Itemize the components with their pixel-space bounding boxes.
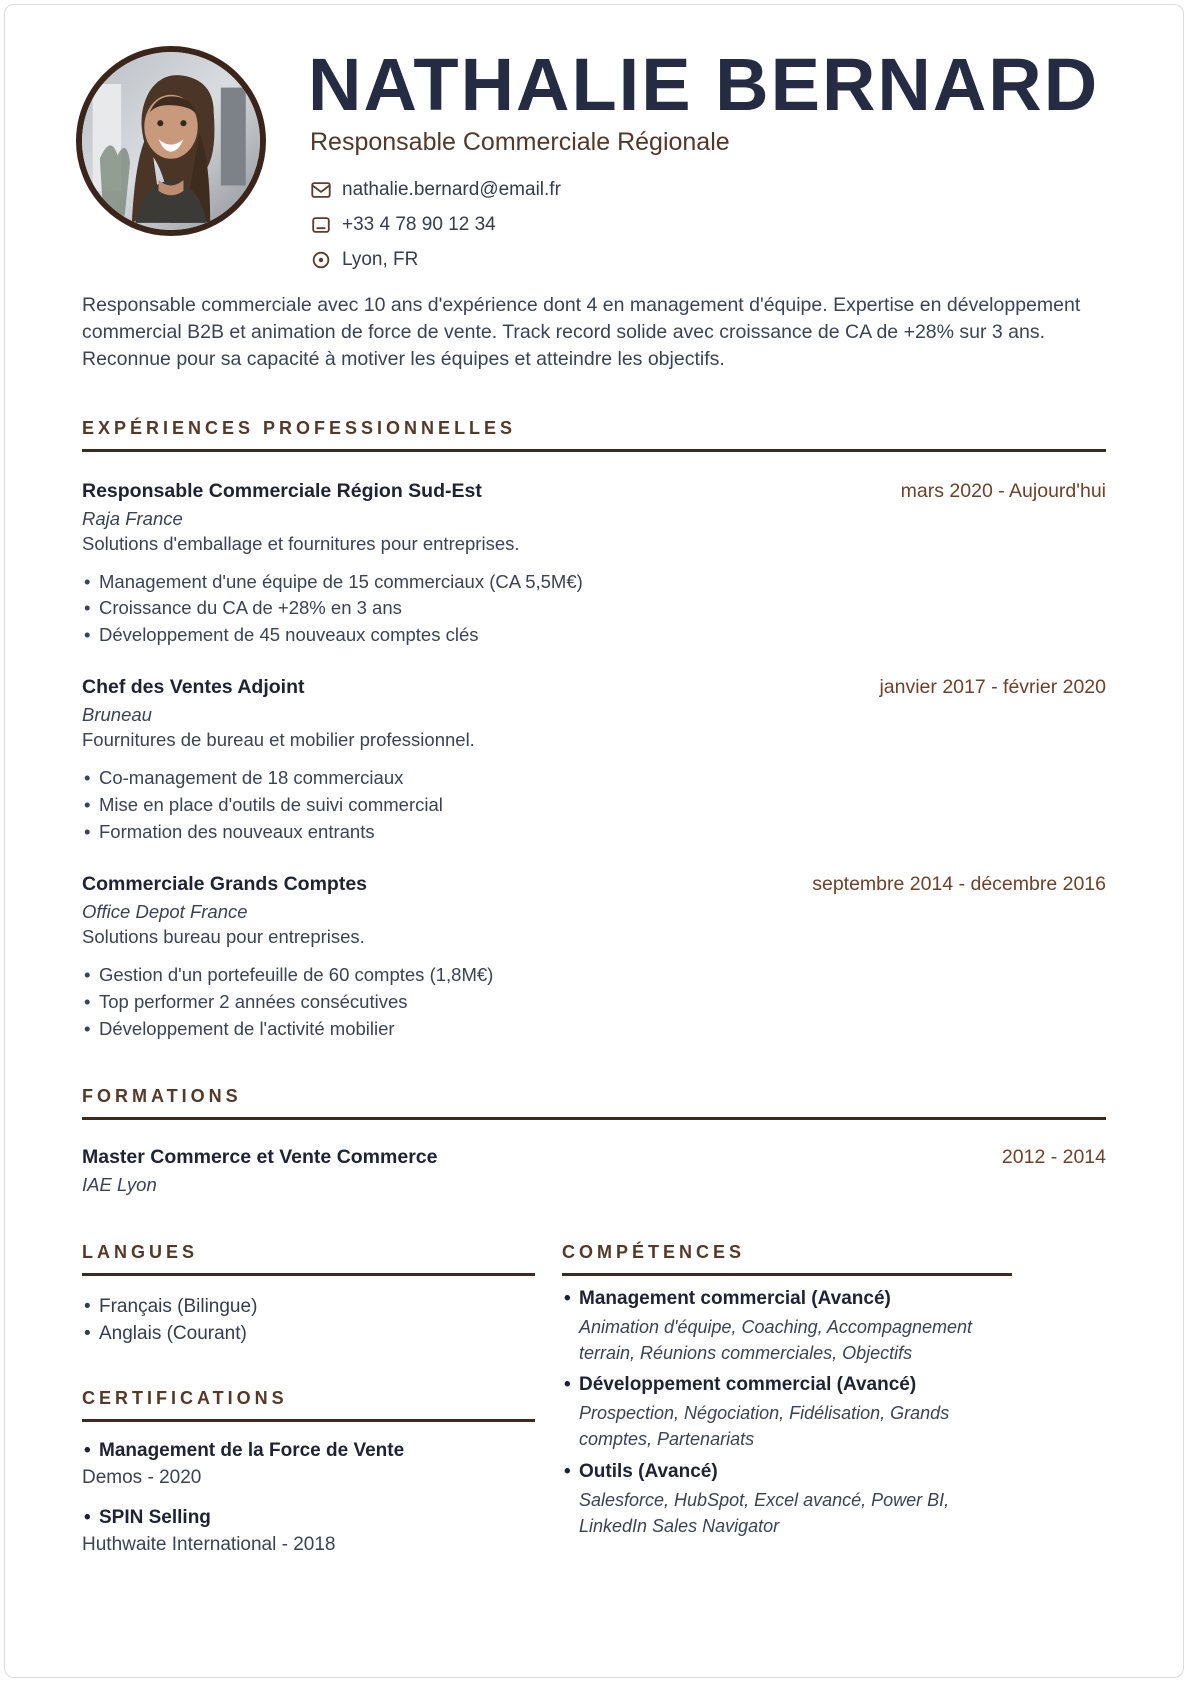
job-bullet-list — [82, 569, 1106, 649]
skill-details: Salesforce, HubSpot, Excel avancé, Power BI, LinkedIn Sales Navigator — [579, 1489, 950, 1536]
contact-phone: +33 4 78 90 12 34 — [342, 213, 496, 235]
section-rule — [82, 449, 1106, 452]
job-title: Responsable Commerciale Région Sud-Est — [82, 479, 482, 502]
certification-name: • SPIN Selling — [82, 1507, 535, 1529]
section-certifications — [82, 1388, 535, 1556]
certification-entry — [82, 1440, 535, 1489]
profile-summary: Responsable commerciale avec 10 ans d'expérience dont 4 en management d'équipe. Expertise en développement commercial B2B et animation de force de vente. Track record solide avec croissance de CA de +28% sur 3 ans. Reconnue pour sa capacité à motiver les équipes et atteindre les objectifs. — [82, 293, 1081, 371]
contact-location-row — [310, 249, 1183, 271]
certification-entry — [82, 1507, 535, 1556]
job-company: Raja France — [82, 507, 183, 529]
profile-photo-illustration — [82, 52, 260, 230]
language-item: • Anglais (Courant) — [82, 1321, 535, 1348]
resume-page — [4, 4, 1184, 1678]
job-dates: septembre 2014 - décembre 2016 — [812, 873, 1106, 896]
education-entry — [82, 1146, 1106, 1196]
bottom-columns — [82, 1242, 1183, 1556]
section-skills — [562, 1242, 1012, 1539]
language-item: • Français (Bilingue) — [82, 1294, 535, 1321]
skill-name: • Outils (Avancé) — [562, 1461, 1012, 1483]
profile-photo — [76, 46, 266, 236]
job-entry — [82, 480, 1106, 649]
job-title-row — [82, 676, 1106, 699]
job-bullet: • Management d'une équipe de 15 commerciaux (CA 5,5M€) — [82, 569, 1106, 596]
job-bullet-list — [82, 962, 1106, 1042]
contact-location: Lyon, FR — [342, 248, 419, 270]
skill-details: Prospection, Négociation, Fidélisation, Grands comptes, Partenariats — [579, 1403, 950, 1450]
job-title-row — [82, 873, 1106, 896]
job-bullet: • Développement de 45 nouveaux comptes clés — [82, 622, 1106, 649]
resume-header — [5, 5, 1183, 284]
job-bullet-list — [82, 765, 1106, 845]
job-description: Fournitures de bureau et mobilier professionnel. — [82, 729, 475, 751]
certification-issuer: Huthwaite International - 2018 — [82, 1534, 336, 1556]
job-dates: mars 2020 - Aujourd'hui — [900, 479, 1106, 502]
contact-phone-row — [310, 214, 1183, 236]
education-title: Master Commerce et Vente Commerce — [82, 1146, 438, 1169]
job-company: Bruneau — [82, 704, 152, 726]
right-column — [562, 1242, 1012, 1556]
skill-details: Animation d'équipe, Coaching, Accompagnement terrain, Réunions commerciales, Objectifs — [579, 1317, 973, 1364]
section-languages — [82, 1242, 535, 1348]
job-bullet: • Co-management de 18 commerciaux — [82, 765, 1106, 792]
languages-heading: LANGUES — [82, 1242, 199, 1263]
contact-email-row — [310, 179, 1183, 201]
job-description: Solutions bureau pour entreprises. — [82, 926, 365, 948]
job-company: Office Depot France — [82, 901, 248, 923]
certification-issuer: Demos - 2020 — [82, 1467, 202, 1489]
job-title-row — [82, 480, 1106, 503]
education-title-row — [82, 1146, 1106, 1169]
skill-name: • Développement commercial (Avancé) — [562, 1374, 1012, 1396]
skills-heading: COMPÉTENCES — [562, 1242, 746, 1263]
job-bullet: • Top performer 2 années consécutives — [82, 989, 1106, 1016]
skill-name: • Management commercial (Avancé) — [562, 1288, 1012, 1310]
section-experience — [82, 418, 1106, 1043]
certifications-heading: CERTIFICATIONS — [82, 1388, 288, 1409]
job-bullet: • Croissance du CA de +28% en 3 ans — [82, 595, 1106, 622]
left-column — [82, 1242, 535, 1556]
job-bullet: • Développement de l'activité mobilier — [82, 1016, 1106, 1043]
header-text-block — [308, 46, 1183, 284]
section-rule — [562, 1273, 1012, 1276]
skill-entry — [562, 1288, 1012, 1366]
section-rule — [82, 1273, 535, 1276]
section-rule — [82, 1419, 535, 1422]
education-dates: 2012 - 2014 — [1001, 1146, 1106, 1169]
job-bullet: • Gestion d'un portefeuille de 60 comptes (1,8M€) — [82, 962, 1106, 989]
job-bullet: • Mise en place d'outils de suivi commercial — [82, 792, 1106, 819]
skill-entry — [562, 1374, 1012, 1452]
phone-icon — [310, 214, 332, 236]
education-school: IAE Lyon — [82, 1174, 157, 1196]
person-job-title: Responsable Commerciale Régionale — [310, 127, 730, 156]
job-entry — [82, 873, 1106, 1042]
languages-list — [82, 1294, 535, 1348]
skills-list — [562, 1288, 1012, 1539]
certification-name: • Management de la Force de Vente — [82, 1440, 535, 1462]
section-rule — [82, 1117, 1106, 1120]
location-icon — [310, 249, 332, 271]
job-description: Solutions d'emballage et fournitures pour entreprises. — [82, 532, 520, 554]
skill-entry — [562, 1461, 1012, 1539]
person-name: NATHALIE BERNARD — [308, 46, 1100, 124]
job-bullet: • Formation des nouveaux entrants — [82, 819, 1106, 846]
email-icon — [310, 179, 332, 201]
section-education — [82, 1086, 1106, 1196]
contact-email: nathalie.bernard@email.fr — [342, 178, 561, 200]
job-entry — [82, 676, 1106, 845]
job-title: Commerciale Grands Comptes — [82, 873, 368, 896]
job-title: Chef des Ventes Adjoint — [82, 676, 305, 699]
education-heading: FORMATIONS — [82, 1086, 242, 1107]
job-dates: janvier 2017 - février 2020 — [879, 676, 1106, 699]
experience-heading: EXPÉRIENCES PROFESSIONNELLES — [82, 417, 517, 438]
contact-block — [310, 179, 1183, 271]
